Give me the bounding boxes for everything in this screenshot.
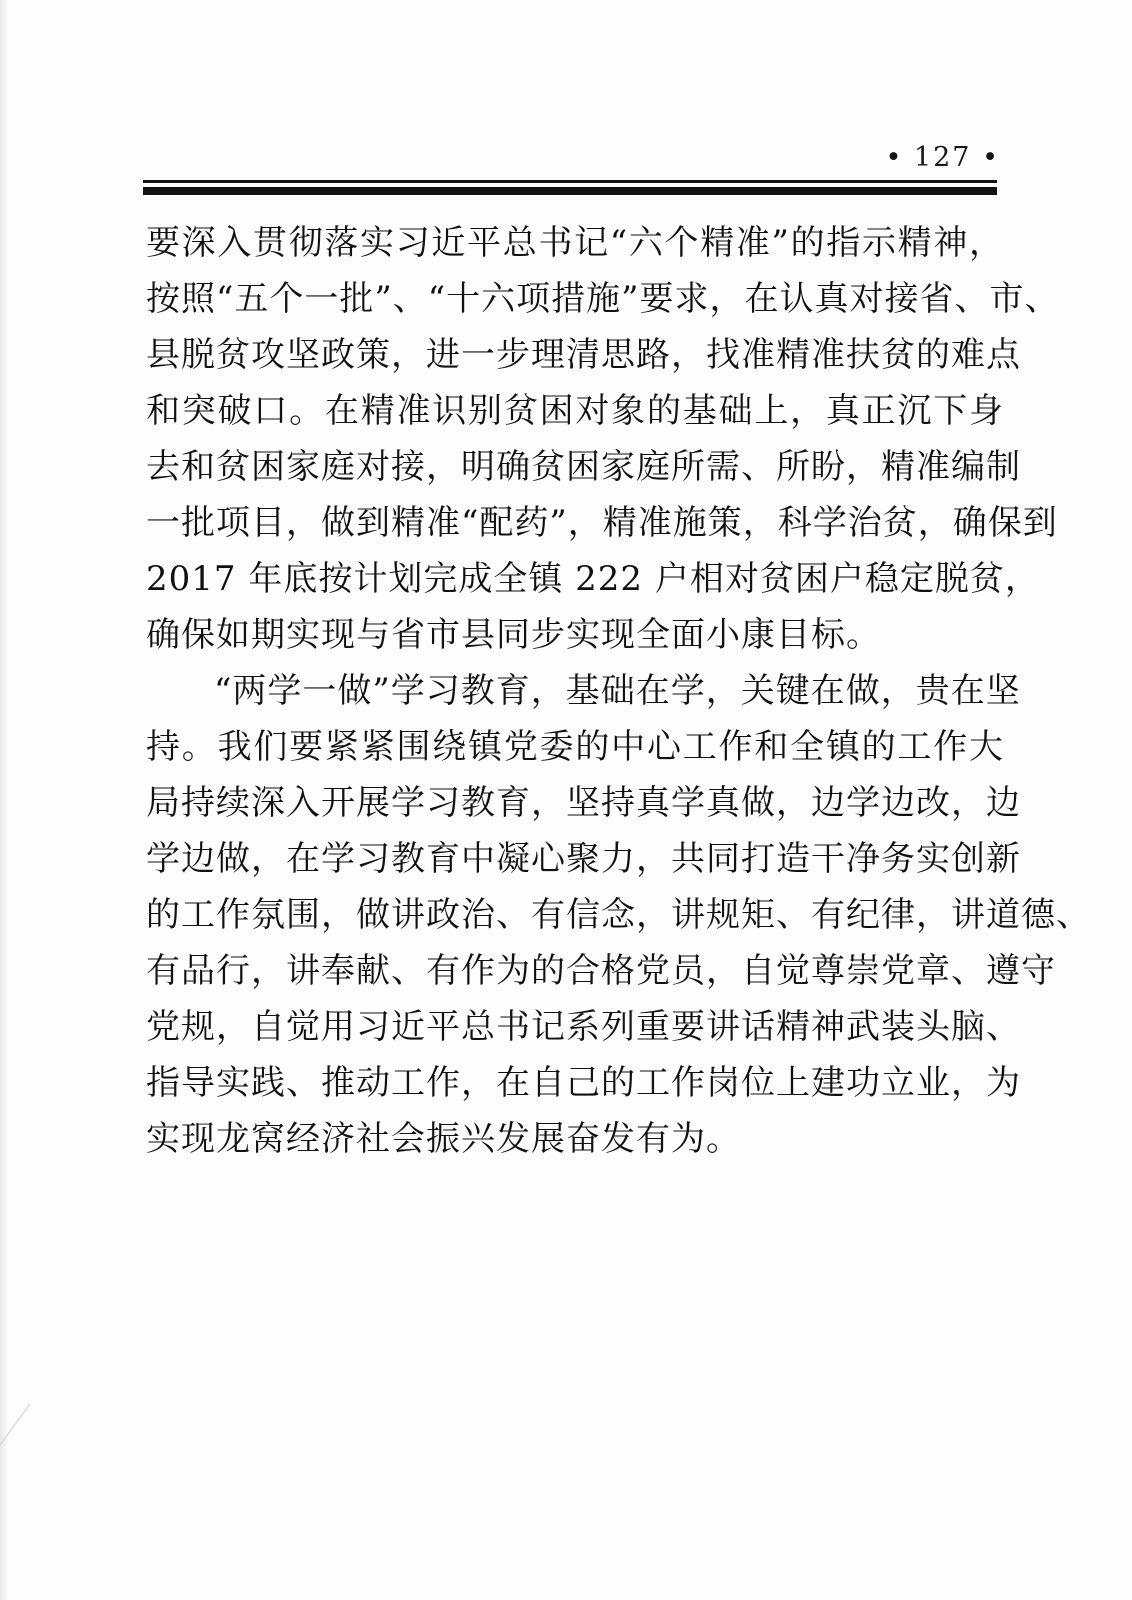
page-number: • 127 • [885, 142, 1000, 173]
paragraph [146, 663, 1091, 1167]
text-line: 县脱贫攻坚政策，进一步理清思路，找准精准扶贫的难点 [146, 335, 1021, 375]
text-line: 和突破口。在精准识别贫困对象的基础上，真正沉下身 [146, 391, 1004, 431]
text-line: “两学一做”学习教育，基础在学，关键在做，贵在坚 [214, 671, 1021, 711]
text-line: 局持续深入开展学习教育，坚持真学真做，边学边改，边 [146, 783, 1021, 823]
text-line: 实现龙窝经济社会振兴发展奋发有为。 [146, 1119, 741, 1159]
text-line: 持。我们要紧紧围绕镇党委的中心工作和全镇的工作大 [146, 727, 1004, 767]
text-line: 按照“五个一批”、“十六项措施”要求，在认真对接省、市、 [146, 279, 1060, 319]
scan-mark [0, 1404, 65, 1456]
scan-shadow [0, 0, 8, 1600]
paragraph [146, 215, 1060, 663]
text-line: 指导实践、推动工作，在自己的工作岗位上建功立业，为 [146, 1063, 1021, 1103]
text-line: 党规，自觉用习近平总书记系列重要讲话精神武装头脑、 [146, 1007, 1021, 1047]
text-line: 有品行，讲奉献、有作为的合格党员，自觉尊崇党章、遵守 [146, 951, 1056, 991]
text-line: 2017 年底按计划完成全镇 222 户相对贫困户稳定脱贫， [146, 559, 1040, 599]
text-line: 确保如期实现与省市县同步实现全面小康目标。 [146, 615, 881, 655]
body-text [146, 215, 1091, 1167]
text-line: 去和贫困家庭对接，明确贫困家庭所需、所盼，精准编制 [146, 447, 1021, 487]
text-line: 的工作氛围，做讲政治、有信念，讲规矩、有纪律，讲道德、 [146, 895, 1091, 935]
text-line: 学边做，在学习教育中凝心聚力，共同打造干净务实创新 [146, 839, 1021, 879]
text-line: 要深入贯彻落实习近平总书记“六个精准”的指示精神， [146, 223, 1004, 263]
header-rule-thick [143, 187, 997, 195]
header-rule-thin [143, 180, 997, 183]
text-line: 一批项目，做到精准“配药”，精准施策，科学治贫，确保到 [146, 503, 1058, 543]
